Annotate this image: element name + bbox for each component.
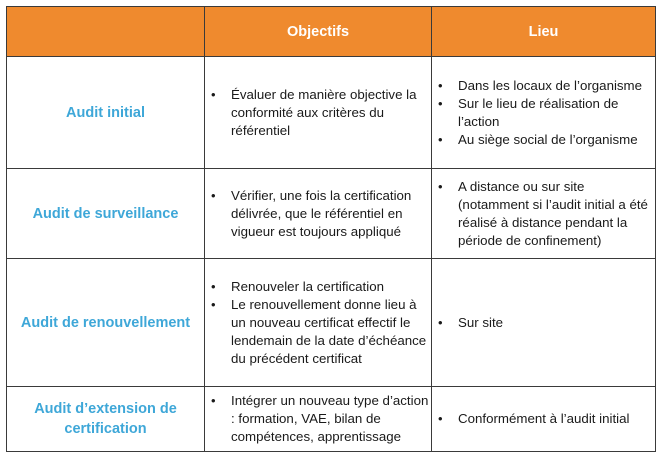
objectifs-cell — [205, 259, 432, 387]
bullet-icon: • — [438, 95, 443, 111]
list-item: • Renouveler la certification — [211, 278, 384, 294]
header-empty — [7, 7, 205, 57]
header-objectifs: Objectifs — [205, 7, 432, 57]
lieu-cell — [432, 169, 656, 259]
bullet-icon: • — [438, 131, 443, 147]
table-row — [7, 57, 656, 169]
header-row — [7, 7, 656, 57]
list-item: • Dans les locaux de l’organisme — [438, 77, 643, 93]
lieu-cell — [432, 387, 656, 452]
list-item: • Conformément à l’audit initial — [438, 411, 630, 426]
bullet-icon: • — [438, 411, 443, 426]
list-item: • A distance ou sur site (notamment si l’audit initial a été réalisé à distance pendant la période de confinement) — [438, 178, 648, 248]
table-row — [7, 169, 656, 259]
list-item: • Évaluer de manière objective la conformité aux critères du référentiel — [211, 86, 417, 138]
objectifs-cell — [205, 387, 432, 452]
bullet-icon: • — [211, 393, 216, 408]
list-item: • Intégrer un nouveau type d’action : formation, VAE, bilan de compétences, apprentissage — [211, 393, 429, 444]
list-item: • Le renouvellement donne lieu à un nouveau certificat effectif le lendemain de la date d’échéance du précédent certificat — [211, 296, 427, 366]
audit-type-label: Audit initial — [7, 57, 205, 169]
bullet-icon: • — [211, 296, 216, 312]
table-row — [7, 387, 656, 452]
objectifs-cell — [205, 169, 432, 259]
bullet-icon: • — [211, 86, 216, 102]
list-item: • Sur site — [438, 314, 504, 330]
header-lieu: Lieu — [432, 7, 656, 57]
lieu-cell — [432, 57, 656, 169]
list-item: • Au siège social de l’organisme — [438, 131, 638, 147]
bullet-icon: • — [438, 77, 443, 93]
bullet-icon: • — [438, 178, 443, 194]
audit-type-label: Audit d’extension de certification — [7, 387, 205, 452]
lieu-cell — [432, 259, 656, 387]
objectifs-cell — [205, 57, 432, 169]
bullet-icon: • — [211, 187, 216, 203]
bullet-icon: • — [211, 278, 216, 294]
list-item: • Sur le lieu de réalisation de l’action — [438, 95, 619, 129]
audit-table — [6, 6, 656, 452]
list-item: • Vérifier, une fois la certification délivrée, que le référentiel en vigueur est toujours appliqué — [211, 187, 412, 239]
bullet-icon: • — [438, 314, 443, 330]
audit-type-label: Audit de renouvellement — [7, 259, 205, 387]
table-row — [7, 259, 656, 387]
audit-type-label: Audit de surveillance — [7, 169, 205, 259]
